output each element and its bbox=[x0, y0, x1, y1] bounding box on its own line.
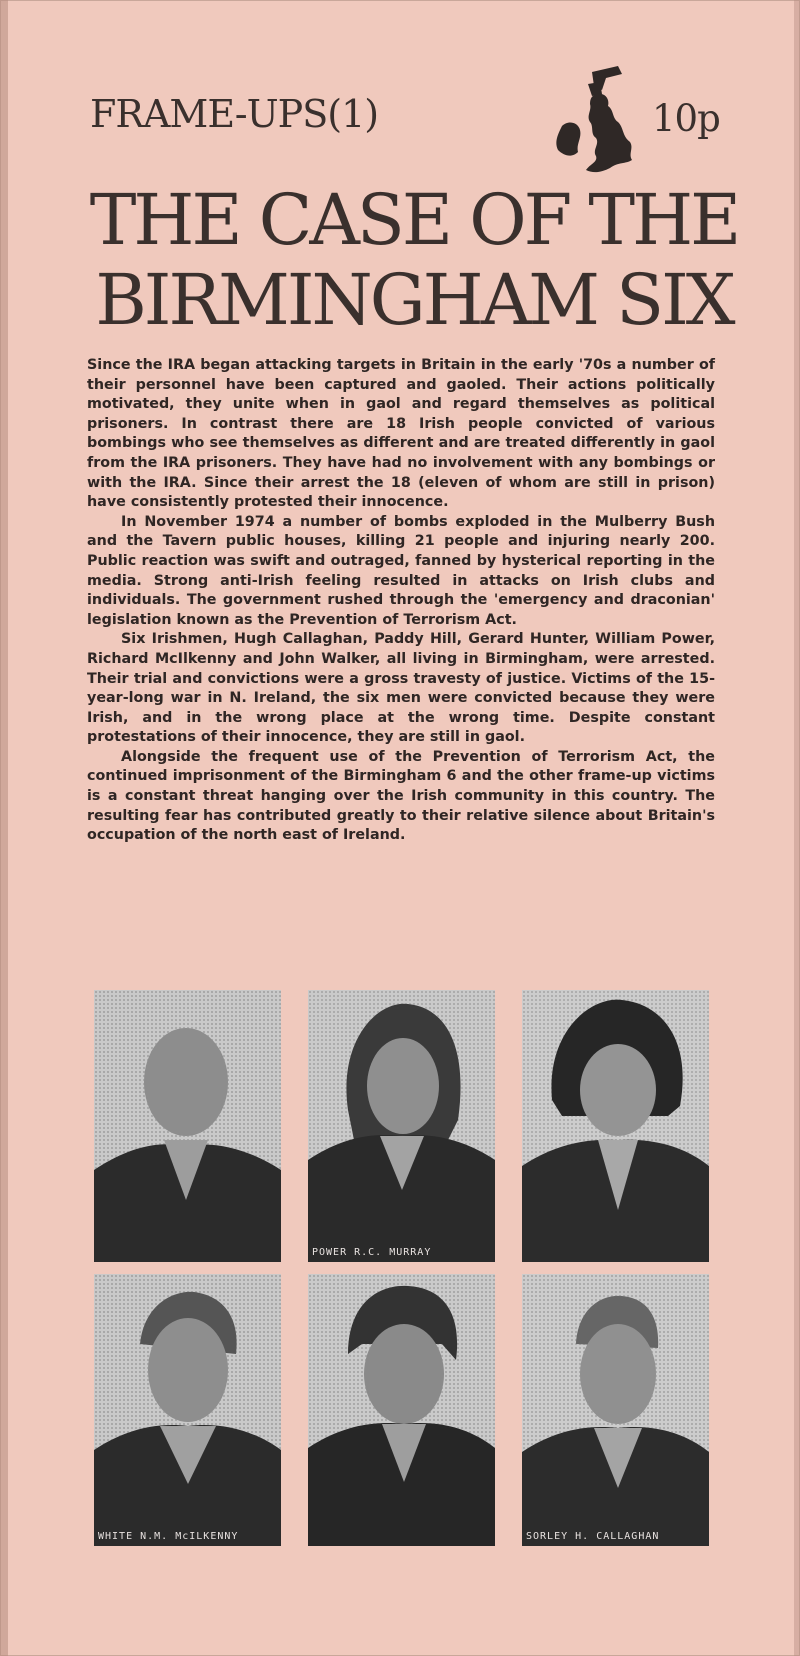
main-headline bbox=[84, 180, 744, 340]
mugshot-photo bbox=[94, 1274, 281, 1546]
mugshot-photo bbox=[522, 1274, 709, 1546]
paragraph: In November 1974 a number of bombs exploded in the Mulberry Bush and the Tavern public houses, killing 21 people and injuring nearly 200. Public reaction was swift and outraged, fanned by hysterical reporting in the media. Strong anti-Irish feeling resulted in attacks on Irish clubs and individuals. The government rushed through the 'emergency and draconian' legislation known as the Prevention of Terrorism Act. bbox=[87, 513, 715, 628]
paragraph: Alongside the frequent use of the Prevention of Terrorism Act, the continued imprisonment of the Birmingham 6 and the other frame-up victims is a constant threat hanging over the Irish community in this country. The resulting fear has contributed greatly to their relative silence about Britain's occupation of the north east of Ireland. bbox=[87, 748, 715, 844]
mugshot-grid bbox=[94, 990, 715, 1548]
mugshot-photo bbox=[522, 990, 709, 1262]
photo-caption: WHITE N.M. McILKENNY bbox=[98, 1531, 239, 1542]
photo-caption: POWER R.C. MURRAY bbox=[312, 1247, 432, 1258]
map-with-hand-icon bbox=[548, 64, 646, 179]
article-body bbox=[87, 356, 715, 846]
mugshot-photo bbox=[308, 990, 495, 1262]
headline-line-2: BIRMINGHAM SIX bbox=[95, 259, 733, 341]
price-label: 10p bbox=[652, 97, 720, 140]
paragraph: Since the IRA began attacking targets in Britain in the early '70s a number of their personnel have been captured and gaoled. Their actions politically motivated, they unite when in gaol and regard themselves as political prisoners. In contrast there are 18 Irish people convicted of various bombings who see themselves as different and are treated differently in gaol from the IRA prisoners. They have had no involvement with any bombings or with the IRA. Since their arrest the 18 (eleven of whom are still in prison) have consistently protested their innocence. bbox=[87, 357, 715, 511]
paragraph: Six Irishmen, Hugh Callaghan, Paddy Hill, Gerard Hunter, William Power, Richard McIlkenny and John Walker, all living in Birmingham, were arrested. Their trial and convictions were a gross travesty of justice. Victims of the 15-year-long war in N. Ireland, the six men were convicted because they were Irish, and in the wrong place at the wrong time. Despite constant protestations of their innocence, they are still in gaol. bbox=[87, 631, 715, 746]
page-edge-right bbox=[794, 0, 800, 1656]
mugshot-photo bbox=[94, 990, 281, 1262]
series-title: FRAME-UPS(1) bbox=[90, 92, 379, 136]
headline-line-1: THE CASE OF THE bbox=[89, 179, 739, 261]
mugshot-photo bbox=[308, 1274, 495, 1546]
photo-caption: SORLEY H. CALLAGHAN bbox=[526, 1531, 660, 1542]
page-edge-left bbox=[0, 0, 8, 1656]
